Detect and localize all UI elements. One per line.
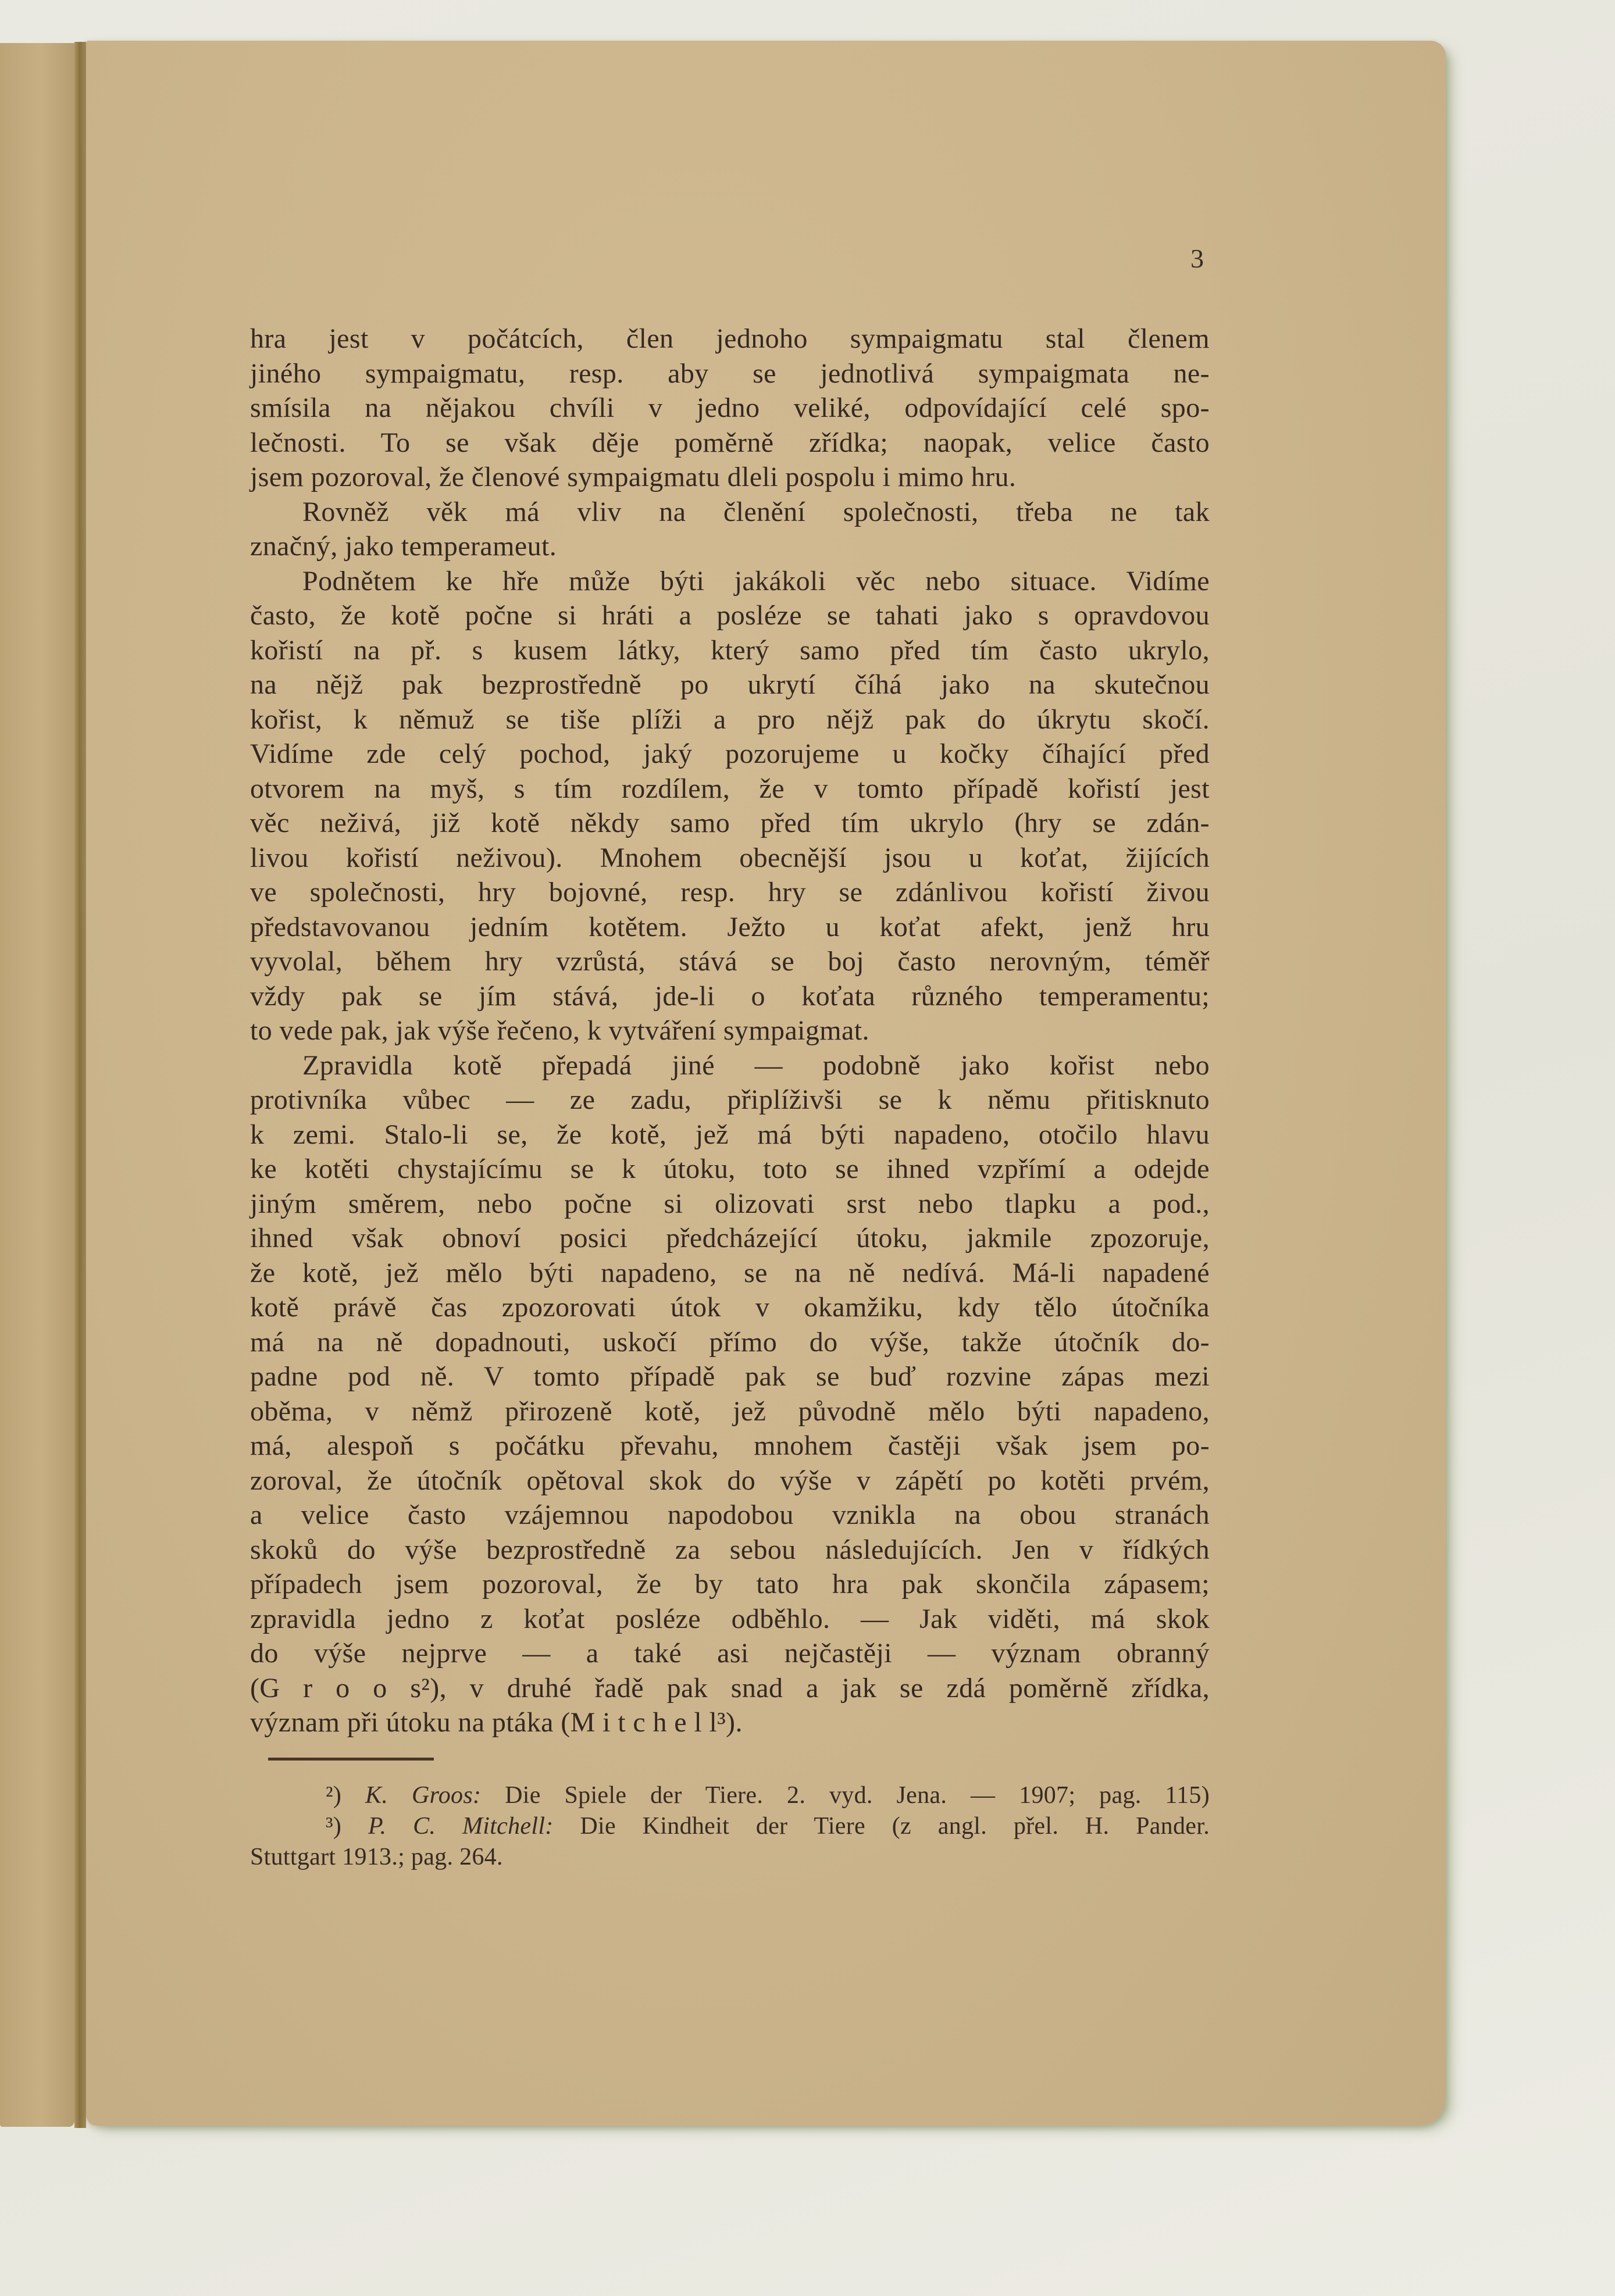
book-page (86, 41, 1446, 2126)
text-line: a velice často vzájemnou napodobou vznikla na obou stranách (250, 1499, 1210, 1530)
text-line: livou kořistí neživou). Mnohem obecnější jsou u koťat, žijících (250, 842, 1210, 873)
text-line: má na ně dopadnouti, uskočí přímo do výše, takže útočník do- (250, 1326, 1210, 1358)
book-page-stack-edge (0, 43, 74, 2127)
binding-fold (74, 42, 86, 2128)
text-line: na nějž pak bezprostředně po ukrytí číhá jako na skutečnou (250, 669, 1210, 700)
text-line: do výše nejprve — a také asi nejčastěji — význam obranný (250, 1638, 1210, 1669)
footnote-line (250, 1811, 1210, 1842)
text-line: vždy pak se jím stává, jde-li o koťata různého temperamentu; (250, 980, 1210, 1012)
text-line: oběma, v němž přirozeně kotě, jež původně mělo býti napadeno, (250, 1395, 1210, 1427)
footnote-text: Die Kindheit der Tiere (z angl. přel. H. Pander. (580, 1813, 1210, 1840)
footnote-author: P. C. Mitchell: (368, 1813, 580, 1840)
text-line: má, alespoň s počátku převahu, mnohem častěji však jsem po- (250, 1430, 1210, 1461)
text-line: hra jest v počátcích, člen jednoho sympaigmatu stal členem (250, 323, 1210, 354)
text-line: lečnosti. To se však děje poměrně zřídka; naopak, velice často (250, 427, 1210, 458)
text-line: jiným směrem, nebo počne si olizovati srst nebo tlapku a pod., (250, 1188, 1210, 1219)
text-line: padne pod ně. V tomto případě pak se buď rozvine zápas mezi (250, 1361, 1210, 1392)
text-line: kořist, k němuž se tiše plíži a pro nějž pak do úkrytu skočí. (250, 704, 1210, 735)
text-line: skoků do výše bezprostředně za sebou následujících. Jen v řídkých (250, 1534, 1210, 1565)
text-line: jiného sympaigmatu, resp. aby se jednotlivá sympaigmata ne- (250, 358, 1210, 389)
footnote-line (250, 1780, 1210, 1811)
footnote-author: K. Groos: (365, 1782, 505, 1809)
page-number: 3 (1190, 244, 1204, 273)
text-line: k zemi. Stalo-li se, že kotě, jež má býti napadeno, otočilo hlavu (250, 1119, 1210, 1150)
text-line: věc neživá, již kotě někdy samo před tím ukrylo (hry se zdán- (250, 808, 1210, 838)
text-line: protivníka vůbec — ze zadu, připlíživši se k němu přitisknuto (250, 1084, 1210, 1115)
footnote-line (250, 1842, 1210, 1873)
paragraph-3 (250, 564, 1210, 1048)
text-line: ve společnosti, hry bojovné, resp. hry se zdánlivou kořistí živou (250, 877, 1210, 908)
footnote-marker: ³) (326, 1813, 368, 1840)
text-line: Zpravidla kotě přepadá jiné — podobně jako kořist nebo (302, 1049, 1210, 1081)
text-line: ihned však obnoví posici předcházející útoku, jakmile zpozoruje, (250, 1223, 1210, 1254)
text-line: kotě právě čas zpozorovati útok v okamžiku, kdy tělo útočníka (250, 1292, 1210, 1323)
body-text (250, 322, 1210, 1740)
footnote-text: Die Spiele der Tiere. 2. vyd. Jena. — 1907; pag. 115) (505, 1782, 1210, 1809)
text-line: Rovněž věk má vliv na členění společnosti, třeba ne tak (302, 496, 1210, 527)
text-line: jsem pozoroval, že členové sympaigmatu dleli pospolu i mimo hru. (250, 462, 1017, 492)
text-line: případech jsem pozoroval, že by tato hra pak skončila zápasem; (250, 1569, 1210, 1599)
text-line: ke kotěti chystajícímu se k útoku, toto se ihned vzpřímí a odejde (250, 1154, 1210, 1184)
text-line: zoroval, že útočník opětoval skok do výše v zápětí po kotěti prvém, (250, 1465, 1210, 1496)
text-line: zpravidla jedno z koťat posléze odběhlo. — Jak viděti, má skok (250, 1603, 1210, 1634)
text-line: vyvolal, během hry vzrůstá, stává se boj často nerovným, téměř (250, 946, 1210, 977)
text-line: (G r o o s²), v druhé řadě pak snad a jak se zdá poměrně zřídka, (250, 1672, 1210, 1704)
footnotes (250, 1780, 1210, 1873)
paragraph-2 (250, 495, 1210, 564)
text-line: představovanou jedním kotětem. Ježto u koťat afekt, jenž hru (250, 911, 1210, 942)
text-line: kořistí na př. s kusem látky, který samo před tím často ukrylo, (250, 634, 1210, 666)
text-line: Podnětem ke hře může býti jakákoli věc nebo situace. Vidíme (302, 565, 1210, 597)
footnote-marker: ²) (326, 1782, 366, 1809)
text-line: význam při útoku na ptáka (M i t c h e l l³). (250, 1707, 743, 1738)
footnote-separator (268, 1758, 434, 1761)
paragraph-1 (250, 322, 1210, 495)
text-line: často, že kotě počne si hráti a posléze se tahati jako s opravdovou (250, 600, 1210, 631)
text-line: otvorem na myš, s tím rozdílem, že v tomto případě kořistí jest (250, 773, 1210, 804)
footnote-text: Stuttgart 1913.; pag. 264. (250, 1844, 503, 1870)
text-line: že kotě, jež mělo býti napadeno, se na ně nedívá. Má-li napadené (250, 1257, 1210, 1288)
text-line: Vidíme zde celý pochod, jaký pozorujeme u kočky číhající před (250, 738, 1210, 769)
text-line: smísila na nějakou chvíli v jedno veliké, odpovídající celé spo- (250, 392, 1210, 423)
text-line: to vede pak, jak výše řečeno, k vytváření sympaigmat. (250, 1015, 869, 1046)
paragraph-4 (250, 1048, 1210, 1740)
text-line: značný, jako temperameut. (250, 531, 557, 562)
